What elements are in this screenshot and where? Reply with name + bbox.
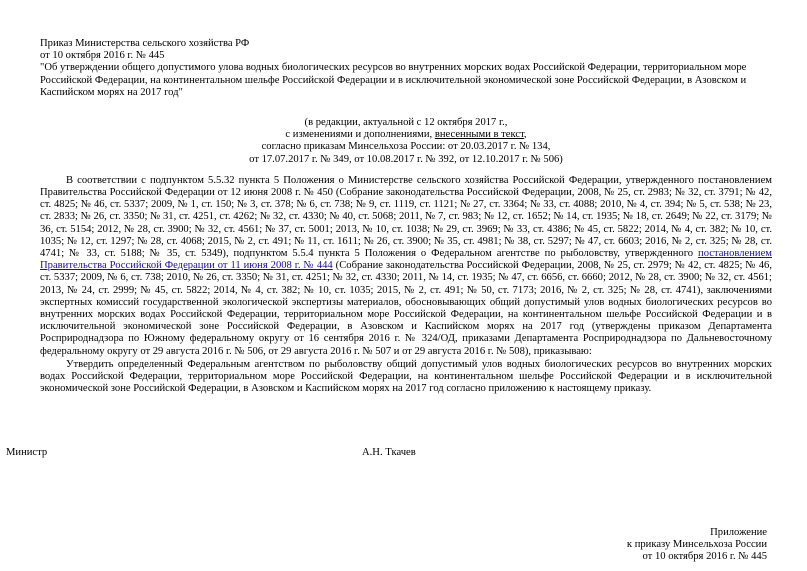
government-decree-link[interactable]: постановлением Правительства Российской Федерации от 11 июня 2008 г. № 444 [40,248,772,272]
signatory-role: Министр [6,447,48,458]
edition-line-1: (в редакции, актуальной с 12 октября 2017 г., [304,117,508,129]
appendix-reference: к приказу Минсельхоза России [626,539,767,551]
edition-note [40,117,772,166]
preamble-text-a: В соответствии с подпунктом 5.5.32 пункта 5 Положения о Министерстве сельского хозяйства Российской Федерации, утвержденного постановлением Правительства Российской Федерации от 12 июня 2008 г. № 450 (Собрание законодательства Российской Федерации, 2008, № 25, ст. 2983; № 32, ст. 3791; № 42, ст. 4825; № 46, ст. 5337; 2009, № 1, ст. 150; № 3, ст. 378; № 6, ст. 738; № 9, ст. 1119, ст. 1121; № 27, ст. 3364; № 33, ст. 4088; 2010, № 4, ст. 394; № 5, ст. 538; № 23, ст. 2833; № 26, ст. 3350; № 31, ст. 4251, ст. 4262; № 32, ст. 4330; № 40, ст. 5068; 2011, № 7, ст. 983; № 12, ст. 1652; № 14, ст. 1935; № 18, ст. 2649; № 22, ст. 3179; № 36, ст. 5154; 2012, № 28, ст. 3900; № 32, ст. 4561; № 37, ст. 5001; 2013, № 10, ст. 1038; № 29, ст. 3969; № 33, ст. 4386; № 45, ст. 5822; 2014, № 4, ст. 382; № 10, ст. 1035; № 12, ст. 1297; № 28, ст. 4068; 2015, № 2, ст. 491; № 11, ст. 1611; № 26, ст. 3900; № 35, ст. 4981; № 38, ст. 5297; № 47, ст. 6603; 2016, № 2, ст. 325; № 28, ст. 4741; № 33, ст. 5188; № 35, ст. 5349), подпунктом 5.5.4 пункта 5 Положения о Федеральном агентстве по рыболовству, утвержденного [40,174,772,260]
edition-line-2-pre: с изменениями и дополнениями, [285,129,435,141]
signatory-name: А.Н. Ткачев [362,447,416,458]
order-title: "Об утверждении общего допустимого улова водных биологических ресурсов во внутренних морских водах Российской Федерации, территориальном море Российской Федерации, на континентальном шельфе Российской Федерации и в исключительной экономической зоне Российской Федерации, в Азовском и Каспийском морях на 2017 год" [40,62,747,98]
appendix-date-number: от 10 октября 2016 г. № 445 [642,551,767,563]
preamble-paragraph [40,175,772,358]
edition-line-3: согласно приказам Минсельхоза России: от 20.03.2017 г. № 134, [261,141,551,153]
edition-line-2 [40,129,772,141]
order-issuer: Приказ Министерства сельского хозяйства РФ [40,38,250,49]
edition-line-2-post: , [523,129,527,141]
resolution-paragraph: Утвердить определенный Федеральным агентством по рыболовству общий допустимый улов водных биологических ресурсов во внутренних морских водах Российской Федерации, территориальном море Российской Федерации, на континентальном шельфе Российской Федерации и в исключительной экономической зоне Российской Федерации, в Азовском и Каспийском морях на 2017 год согласно приложению к настоящему приказу. [40,358,772,395]
edition-line-4: от 17.07.2017 г. № 349, от 10.08.2017 г. № 392, от 12.10.2017 г. № 506) [249,153,563,165]
appendix-header [627,527,767,564]
order-date-number: от 10 октября 2016 г. № 445 [40,50,165,62]
appendix-title: Приложение [710,527,767,538]
document-header [40,38,772,99]
amendments-link[interactable]: внесенными в текст [434,129,524,141]
document-page [40,38,772,395]
preamble-text-b: (Собрание законодательства Российской Федерации, 2008, № 25, ст. 2979; № 42, ст. 4825; № 46, ст. 5337; 2009, № 6, ст. 738; 2010, № 26, ст. 3350; № 31, ст. 4251; № 32, ст. 4330; 2011, № 14, ст. 1935; № 47, ст. 6656, ст. 6660; 2012, № 28, ст. 3900; № 32, ст. 4561; 2013, № 24, ст. 2999; № 45, ст. 5822; 2014, № 4, ст. 382; № 10, ст. 1035; 2015, № 2, ст. 491; № 50, ст. 7173; 2016, № 2, ст. 325; № 28, ст. 4741), заключениями экспертных комиссий государственной экологической экспертизы материалов, обосновывающих общий допустимый улов водных биологических ресурсов во внутренних морских водах Российской Федерации, территориальном море Российской Федерации, на континентальном шельфе Российской Федерации и в исключительной экономической зоне Российской Федерации, в Азовском и Каспийском морях на 2017 год (утверждены приказом Департамента Росприроднадзора по Южному федеральному округу от 16 сентября 2016 г. № 324/ОД, приказами Департамента Росприроднадзора по Дальневосточному федеральному округу от 29 августа 2016 г. № 506, от 29 августа 2016 г. № 507 и от 29 августа 2016 г. № 508), приказываю: [40,260,772,357]
